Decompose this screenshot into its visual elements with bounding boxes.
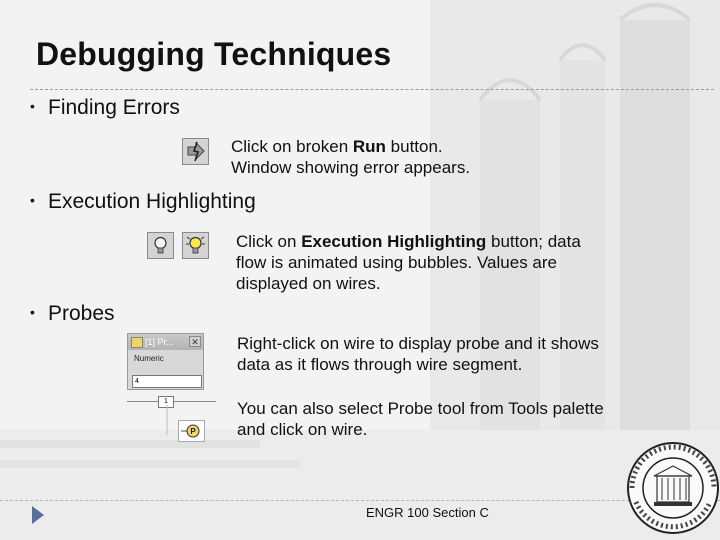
probes-description [237, 333, 599, 375]
probe-window-titlebar[interactable] [128, 334, 203, 350]
bullet-probes [30, 302, 115, 326]
close-icon[interactable]: ✕ [189, 336, 201, 347]
lightbulb-on-icon [183, 233, 208, 258]
bullet-finding-errors [30, 96, 180, 120]
broken-run-arrow-icon [183, 139, 208, 164]
probe-tool-button[interactable] [178, 420, 205, 442]
bullet-heading: Execution Highlighting [48, 190, 256, 213]
university-seal-icon [626, 440, 720, 536]
title-divider [30, 89, 714, 90]
slide-title: Debugging Techniques [36, 36, 392, 72]
probe-numeric-label: Numeric [134, 354, 164, 363]
bullet-heading: Finding Errors [48, 96, 180, 119]
desc-line: and click on wire. [237, 420, 368, 439]
next-slide-arrow-icon[interactable] [31, 505, 45, 525]
bullet-dot: • [30, 98, 35, 114]
probe-connector-line [165, 405, 169, 435]
finding-errors-description [231, 136, 470, 178]
highlight-off-button[interactable] [147, 232, 174, 259]
desc-line: You can also select Probe tool from Tools palette [237, 399, 604, 418]
probe-tool-glyph: P [190, 427, 196, 436]
footer-divider [0, 500, 720, 501]
desc-line: Click on Execution Highlighting button; data [236, 232, 581, 251]
probes-description-2 [237, 398, 604, 440]
desc-line: Click on broken Run button. [231, 137, 443, 156]
probe-window[interactable] [127, 333, 204, 390]
execution-highlighting-description [236, 231, 581, 294]
bullet-heading: Probes [48, 302, 115, 325]
probe-tool-icon [179, 421, 204, 441]
desc-line: flow is animated using bubbles. Values are [236, 253, 557, 272]
probe-window-title: [1] Pr... [145, 337, 174, 347]
wire-probe-tag: 1 [158, 396, 174, 408]
bullet-execution-highlighting [30, 190, 256, 214]
probe-window-app-icon [131, 337, 143, 348]
bullet-dot: • [30, 192, 35, 208]
desc-line: Right-click on wire to display probe and it shows [237, 334, 599, 353]
broken-run-button[interactable] [182, 138, 209, 165]
footer-text: ENGR 100 Section C [366, 505, 489, 520]
desc-line: displayed on wires. [236, 274, 381, 293]
desc-line: data as it flows through wire segment. [237, 355, 523, 374]
desc-line: Window showing error appears. [231, 158, 471, 177]
highlight-on-button[interactable] [182, 232, 209, 259]
lightbulb-off-icon [148, 233, 173, 258]
probe-value-field: 4 [132, 375, 202, 388]
bullet-dot: • [30, 304, 35, 320]
